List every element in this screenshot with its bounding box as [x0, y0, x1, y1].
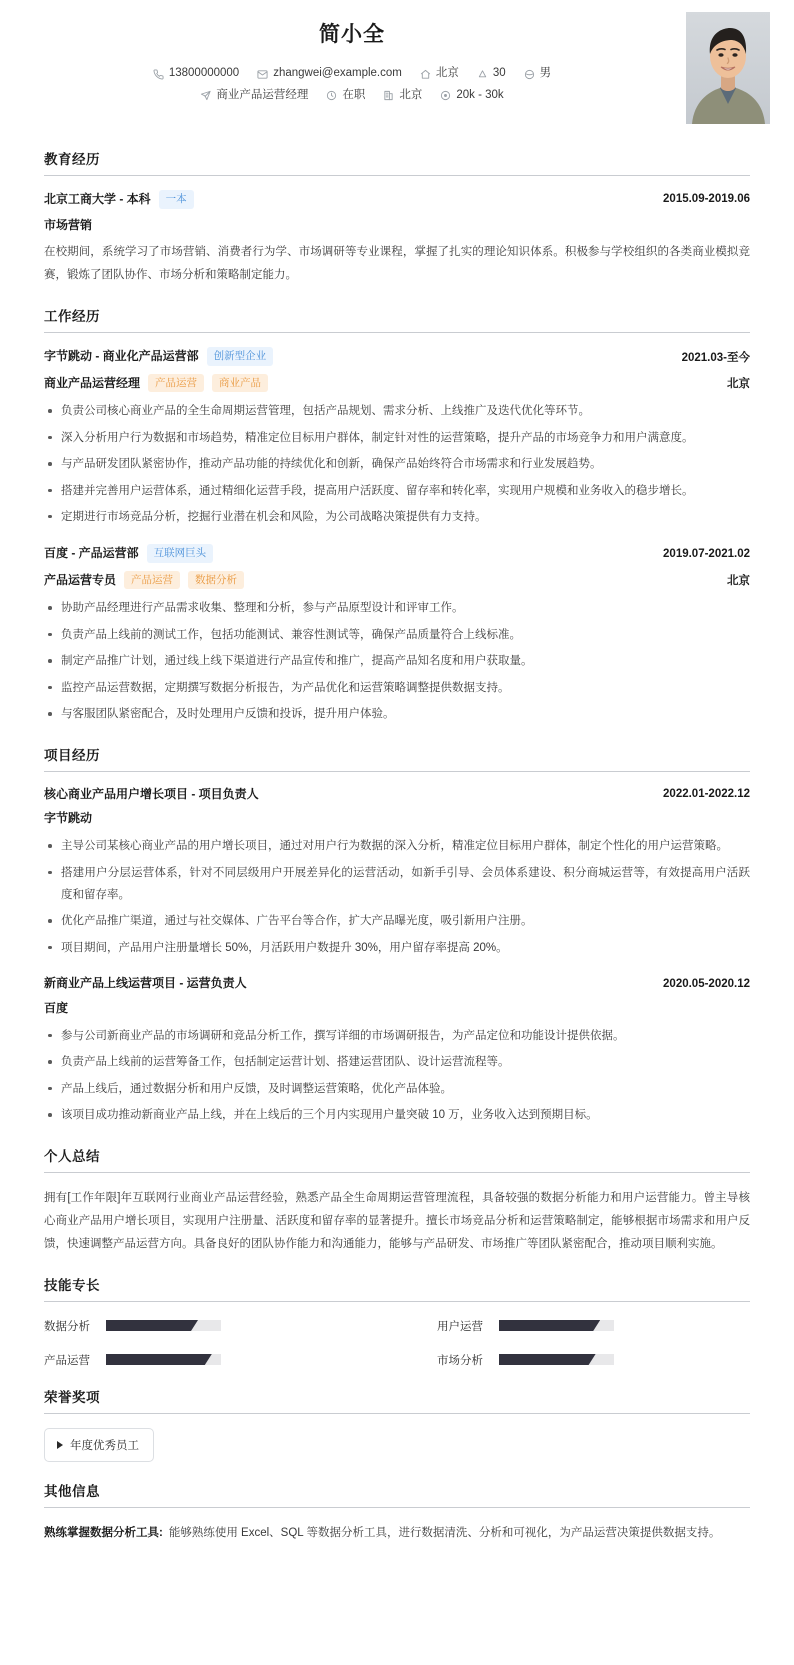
education-entry-header	[44, 190, 750, 209]
summary-text: 拥有[工作年限]年互联网行业商业产品运营经验，熟悉产品全生命周期运营管理流程，具备较强的数据分析能力和用户运营能力。曾主导核心商业产品用户增长项目，实现用户注册量、活跃度和留存率的显著提升。擅长市场竞品分析和运营策略制定，能够根据市场需求和用户反馈，快速调整产品运营方向。具备良好的团队协作能力和沟通能力，能够与产品研发、市场推广等团队紧密配合，推动项目顺利实施。	[44, 1191, 750, 1250]
intent-position	[200, 85, 308, 107]
honor-list	[44, 1428, 750, 1462]
project-date: 2020.05-2020.12	[663, 977, 750, 990]
other-info-label: 熟练掌握数据分析工具:	[44, 1526, 163, 1539]
skill-label: 产品运营	[44, 1354, 90, 1367]
work-entry-header	[44, 347, 750, 366]
intent-status	[326, 85, 365, 107]
work-bullet-list	[44, 597, 750, 725]
project-name-block	[44, 975, 247, 992]
project-company: 字节跳动	[44, 811, 93, 826]
section-title-honors: 荣誉奖项	[44, 1386, 750, 1414]
work-bullet: 制定产品推广计划，通过线上线下渠道进行产品宣传和推广，提高产品知名度和用户获取量。	[44, 650, 750, 672]
intent-status-value: 在职	[342, 89, 366, 102]
skill-bar-fill	[499, 1354, 596, 1365]
section-title-summary: 个人总结	[44, 1145, 750, 1173]
resume-header	[0, 0, 794, 130]
skill-bar-fill	[106, 1320, 198, 1331]
contact-age	[477, 63, 506, 85]
project-name-block	[44, 786, 259, 803]
gender-icon	[524, 69, 535, 80]
work-role-block	[44, 374, 268, 393]
honor-label: 年度优秀员工	[70, 1439, 139, 1452]
work-location: 北京	[727, 575, 750, 588]
work-entry	[44, 544, 750, 725]
job-intent-row	[40, 85, 664, 107]
work-location: 北京	[727, 378, 750, 391]
project-bullet-list	[44, 1025, 750, 1127]
section-title-other-info: 其他信息	[44, 1480, 750, 1508]
work-company: 百度 - 产品运营部	[44, 546, 139, 561]
page-title: 简小全	[319, 23, 385, 46]
work-role-row	[44, 374, 750, 393]
work-bullet-list	[44, 400, 750, 528]
contact-phone-value: 13800000000	[168, 67, 240, 80]
avatar	[686, 12, 770, 124]
project-bullet: 优化产品推广渠道，通过与社交媒体、广告平台等合作，扩大产品曝光度，吸引新用户注册。	[44, 910, 750, 932]
project-bullet: 主导公司某核心商业产品的用户增长项目，通过对用户行为数据的深入分析，精准定位目标用户群体，制定个性化的用户运营策略。	[44, 835, 750, 857]
project-entry	[44, 975, 750, 1126]
skills-grid	[44, 1316, 750, 1368]
contact-city-value: 北京	[435, 67, 459, 80]
work-bullet: 定期进行市场竞品分析，挖掘行业潜在机会和风险，为公司战略决策提供有力支持。	[44, 506, 750, 528]
skill-bar-track	[499, 1320, 614, 1331]
contact-gender	[524, 63, 552, 85]
project-company: 百度	[44, 1001, 69, 1016]
project-entry	[44, 786, 750, 960]
contact-city	[420, 63, 459, 85]
work-role-tag: 商业产品	[212, 374, 268, 393]
work-role-tag: 数据分析	[188, 571, 244, 590]
send-icon	[200, 90, 211, 101]
work-bullet: 监控产品运营数据，定期撰写数据分析报告，为产品优化和运营策略调整提供数据支持。	[44, 677, 750, 699]
work-bullet: 与产品研发团队紧密协作，推动产品功能的持续优化和创新，确保产品始终符合市场需求和行业发展趋势。	[44, 453, 750, 475]
work-date: 2019.07-2021.02	[663, 547, 750, 560]
project-bullet: 产品上线后，通过数据分析和用户反馈，及时调整运营策略，优化产品体验。	[44, 1078, 750, 1100]
work-role-block	[44, 571, 244, 590]
section-skills	[0, 1274, 794, 1368]
status-icon	[326, 90, 337, 101]
project-name: 核心商业产品用户增长项目 - 项目负责人	[44, 786, 259, 801]
intent-salary-value: 20k - 30k	[456, 89, 504, 102]
section-work	[0, 305, 794, 725]
honor-chip[interactable]	[44, 1428, 154, 1462]
work-role-row	[44, 571, 750, 590]
section-title-education: 教育经历	[44, 148, 750, 176]
project-bullet: 参与公司新商业产品的市场调研和竞品分析工作，撰写详细的市场调研报告，为产品定位和功能设计提供依据。	[44, 1025, 750, 1047]
work-role: 产品运营专员	[44, 572, 117, 587]
education-tag: 一本	[159, 190, 194, 209]
work-entry-header	[44, 544, 750, 563]
skill-bar-track	[106, 1320, 221, 1331]
project-bullet: 负责产品上线前的运营筹备工作，包括制定运营计划、搭建运营团队、设计运营流程等。	[44, 1051, 750, 1073]
skill-label: 数据分析	[44, 1320, 90, 1333]
contact-row	[40, 63, 664, 85]
skill-bar-fill	[106, 1354, 212, 1365]
work-company: 字节跳动 - 商业化产品运营部	[44, 349, 199, 364]
contact-phone	[153, 63, 239, 85]
skill-bar-fill	[499, 1320, 600, 1331]
project-date: 2022.01-2022.12	[663, 787, 750, 800]
section-title-work: 工作经历	[44, 305, 750, 333]
intent-salary	[440, 85, 503, 107]
education-major: 市场营销	[44, 217, 93, 232]
project-bullet-list	[44, 835, 750, 959]
intent-city	[383, 85, 422, 107]
work-bullet: 搭建并完善用户运营体系，通过精细化运营手段，提高用户活跃度、留存率和转化率，实现用户规模和业务收入的稳步增长。	[44, 480, 750, 502]
work-date: 2021.03-至今	[681, 351, 750, 364]
contact-email	[257, 63, 402, 85]
education-entry	[44, 190, 750, 287]
header-center-block	[0, 22, 794, 107]
work-company-tag: 互联网巨头	[147, 544, 214, 563]
skill-item	[437, 1352, 750, 1368]
section-projects	[0, 744, 794, 1127]
intent-position-value: 商业产品运营经理	[216, 89, 309, 102]
skill-bar-track	[499, 1354, 614, 1365]
skill-bar-track	[106, 1354, 221, 1365]
contact-email-value: zhangwei@example.com	[273, 67, 402, 80]
section-education	[0, 148, 794, 287]
section-title-skills: 技能专长	[44, 1274, 750, 1302]
other-info-item	[44, 1522, 750, 1545]
work-role-tag: 产品运营	[148, 374, 204, 393]
project-bullet: 项目期间，产品用户注册量增长 50%，月活跃用户数提升 30%，用户留存率提高 20%。	[44, 937, 750, 959]
section-summary	[0, 1145, 794, 1256]
home-icon	[420, 69, 431, 80]
work-entry	[44, 347, 750, 528]
project-entry-header	[44, 786, 750, 803]
salary-icon	[440, 90, 451, 101]
contact-gender-value: 男	[539, 67, 552, 80]
work-company-block	[44, 347, 273, 366]
contact-age-value: 30	[492, 67, 506, 80]
skill-label: 用户运营	[437, 1320, 483, 1333]
project-bullet: 搭建用户分层运营体系，针对不同层级用户开展差异化的运营活动，如新手引导、会员体系建设、积分商城运营等，有效提高用户活跃度和留存率。	[44, 862, 750, 907]
work-role-tag: 产品运营	[124, 571, 180, 590]
work-bullet: 深入分析用户行为数据和市场趋势，精准定位目标用户群体，制定针对性的运营策略，提升产品的市场竞争力和用户满意度。	[44, 427, 750, 449]
education-org-block	[44, 190, 194, 209]
work-role: 商业产品运营经理	[44, 375, 141, 390]
user-icon	[477, 69, 488, 80]
skill-item	[437, 1318, 750, 1334]
intent-city-value: 北京	[399, 89, 423, 102]
play-triangle-icon	[57, 1441, 63, 1449]
project-entry-header	[44, 975, 750, 992]
skill-item	[44, 1352, 357, 1368]
building-icon	[383, 90, 394, 101]
work-company-block	[44, 544, 213, 563]
section-title-projects: 项目经历	[44, 744, 750, 772]
skill-label: 市场分析	[437, 1354, 483, 1367]
section-honors	[0, 1386, 794, 1462]
phone-icon	[153, 69, 164, 80]
skill-item	[44, 1318, 357, 1334]
education-description: 在校期间，系统学习了市场营销、消费者行为学、市场调研等专业课程，掌握了扎实的理论知识体系。积极参与学校组织的各类商业模拟竞赛，锻炼了团队协作、市场分析和策略制定能力。	[44, 246, 750, 282]
education-date: 2015.09-2019.06	[663, 193, 750, 206]
education-school: 北京工商大学 - 本科	[44, 191, 151, 206]
work-bullet: 与客服团队紧密配合，及时处理用户反馈和投诉，提升用户体验。	[44, 703, 750, 725]
other-info-value: 能够熟练使用 Excel、SQL 等数据分析工具，进行数据清洗、分析和可视化，为产品运营决策提供数据支持。	[168, 1526, 721, 1539]
project-bullet: 该项目成功推动新商业产品上线，并在上线后的三个月内实现用户量突破 10 万，业务收入达到预期目标。	[44, 1104, 750, 1126]
section-other-info	[0, 1480, 794, 1545]
work-bullet: 负责公司核心商业产品的全生命周期运营管理，包括产品规划、需求分析、上线推广及迭代优化等环节。	[44, 400, 750, 422]
work-company-tag: 创新型企业	[207, 347, 274, 366]
work-bullet: 负责产品上线前的测试工作，包括功能测试、兼容性测试等，确保产品质量符合上线标准。	[44, 624, 750, 646]
mail-icon	[257, 69, 268, 80]
work-bullet: 协助产品经理进行产品需求收集、整理和分析，参与产品原型设计和评审工作。	[44, 597, 750, 619]
project-name: 新商业产品上线运营项目 - 运营负责人	[44, 976, 247, 991]
